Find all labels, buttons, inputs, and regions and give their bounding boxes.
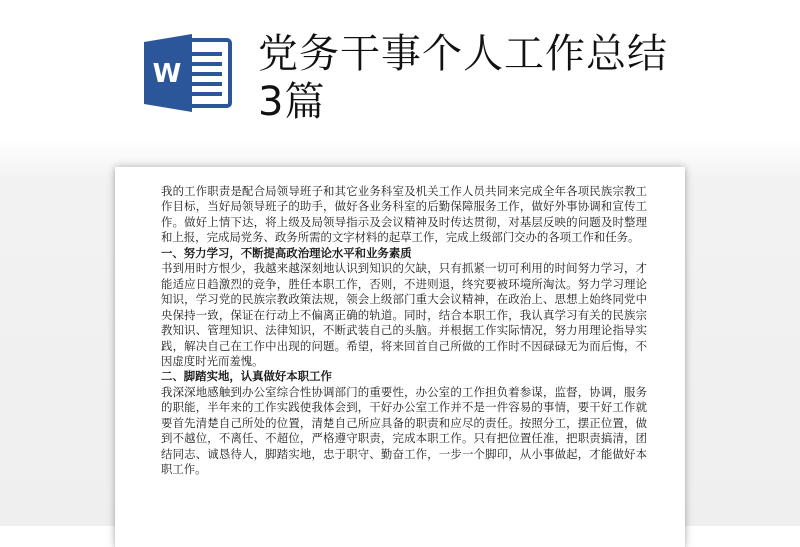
document-header: [0, 0, 800, 160]
svg-text:W: W: [152, 59, 182, 89]
paragraph-duty: 我深深地感触到办公室综合性协调部门的重要性，办公室的工作担负着参谋，监督，协调，服务的职能，半年来的工作实践使我体会到，干好办公室工作并不是一件容易的事情，要干好工作就要首先清楚自己所处的位置，清楚自己所应具备的职责和应尽的责任。按照分工，摆正位置，做到不越位，不离任、不超位，严格遵守职责，完成本职工作。只有把位置任准，把职责搞清，团结同志、诚恳待人，脚踏实地，忠于职守、勤奋工作，一步一个脚印，从小事做起，才能做好本职工作。: [161, 384, 647, 477]
document-page: [115, 167, 685, 547]
word-document-icon: [142, 32, 234, 114]
section-heading-2: 二、脚踏实地，认真做好本职工作: [161, 369, 332, 384]
document-body: [161, 184, 647, 478]
section-heading-1: 一、努力学习，不断提高政治理论水平和业务素质: [161, 245, 412, 260]
paragraph-intro: 我的工作职责是配合局领导班子和其它业务科室及机关工作人员共同来完成全年各项民族宗教工作目标，当好局领导班子的助手，做好各业务科室的后勤保障服务工作，做好外事协调和宣传工作。做好上情下达，将上级及局领导指示及会议精神及时传达贯彻，对基层反映的问题及时整理和上报，完成局党务、政务所需的文字材料的起草工作，完成上级部门交办的各项工作和任务。: [161, 184, 647, 245]
paragraph-study: 书到用时方恨少，我越来越深刻地认识到知识的欠缺，只有抓紧一切可利用的时间努力学习，才能适应日趋激烈的竞争，胜任本职工作，否则，不进则退，终究要被环境所淘汰。努力学习理论知识，学习党的民族宗教政策法规，领会上级部门重大会议精神，在政治上、思想上始终同党中央保持一致，保证在行动上不偏离正确的轨道。同时，结合本职工作，我认真学习有关的民族宗教知识、管理知识、法律知识，不断武装自己的头脑。并根据工作实际情况，努力用理论指导实践，解决自己在工作中出现的问题。希望，将来回首自己所做的工作时不因碌碌无为而后悔，不因虚度时光而羞愧。: [161, 261, 647, 368]
document-title: 党务干事个人工作总结3篇: [258, 31, 668, 125]
